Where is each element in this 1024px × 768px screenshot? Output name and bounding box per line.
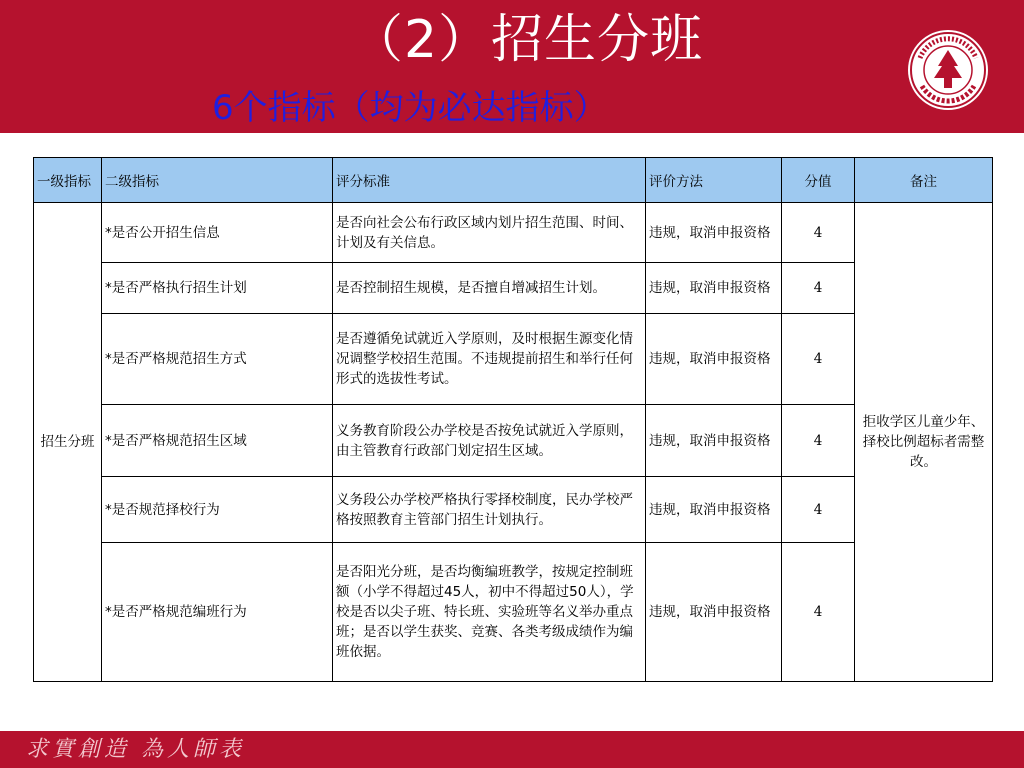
standard-cell: 是否向社会公布行政区域内划片招生范围、时间、计划及有关信息。	[333, 203, 646, 263]
footer-motto: 求實創造 為人師表	[26, 737, 245, 762]
indicator-cell: *是否公开招生信息	[102, 203, 333, 263]
header-scoring-standard: 评分标准	[333, 158, 646, 203]
evaluation-table-container	[33, 157, 992, 682]
indicator-cell: *是否严格执行招生计划	[102, 263, 333, 314]
method-cell: 违规，取消申报资格	[646, 314, 782, 405]
indicator-cell: *是否规范择校行为	[102, 477, 333, 543]
score-cell: 4	[782, 477, 855, 543]
method-cell: 违规，取消申报资格	[646, 477, 782, 543]
table-row	[34, 263, 993, 314]
table-row	[34, 203, 993, 263]
table-row	[34, 477, 993, 543]
header-level2-indicator: 二级指标	[102, 158, 333, 203]
remark-cell: 拒收学区儿童少年、择校比例超标者需整改。	[855, 203, 993, 682]
method-cell: 违规，取消申报资格	[646, 543, 782, 682]
indicator-cell: *是否严格规范招生区域	[102, 405, 333, 477]
score-cell: 4	[782, 203, 855, 263]
table-header-row	[34, 158, 993, 203]
score-cell: 4	[782, 405, 855, 477]
indicator-cell: *是否严格规范编班行为	[102, 543, 333, 682]
category-cell: 招生分班	[34, 203, 102, 682]
table-row	[34, 314, 993, 405]
university-seal-logo	[906, 28, 990, 112]
score-cell: 4	[782, 263, 855, 314]
indicator-cell: *是否严格规范招生方式	[102, 314, 333, 405]
standard-cell: 义务教育阶段公办学校是否按免试就近入学原则，由主管教育行政部门划定招生区域。	[333, 405, 646, 477]
table-row	[34, 543, 993, 682]
header-level1-indicator: 一级指标	[34, 158, 102, 203]
standard-cell: 义务段公办学校严格执行零择校制度，民办学校严格按照教育主管部门招生计划执行。	[333, 477, 646, 543]
score-cell: 4	[782, 543, 855, 682]
header-score: 分值	[782, 158, 855, 203]
method-cell: 违规，取消申报资格	[646, 263, 782, 314]
score-cell: 4	[782, 314, 855, 405]
method-cell: 违规，取消申报资格	[646, 405, 782, 477]
method-cell: 违规，取消申报资格	[646, 203, 782, 263]
header-evaluation-method: 评价方法	[646, 158, 782, 203]
standard-cell: 是否阳光分班，是否均衡编班教学，按规定控制班额（小学不得超过45人，初中不得超过50人），学校是否以尖子班、特长班、实验班等名义举办重点班；是否以学生获奖、竞赛、各类考级成绩作为编班依据。	[333, 543, 646, 682]
standard-cell: 是否遵循免试就近入学原则，及时根据生源变化情况调整学校招生范围。不违规提前招生和举行任何形式的选拔性考试。	[333, 314, 646, 405]
header-remark: 备注	[855, 158, 993, 203]
table-row	[34, 405, 993, 477]
slide-subtitle: 6个指标（均为必达指标）	[212, 88, 608, 128]
standard-cell: 是否控制招生规模，是否擅自增减招生计划。	[333, 263, 646, 314]
slide-title: （2）招生分班	[350, 10, 704, 70]
evaluation-table	[33, 157, 993, 682]
